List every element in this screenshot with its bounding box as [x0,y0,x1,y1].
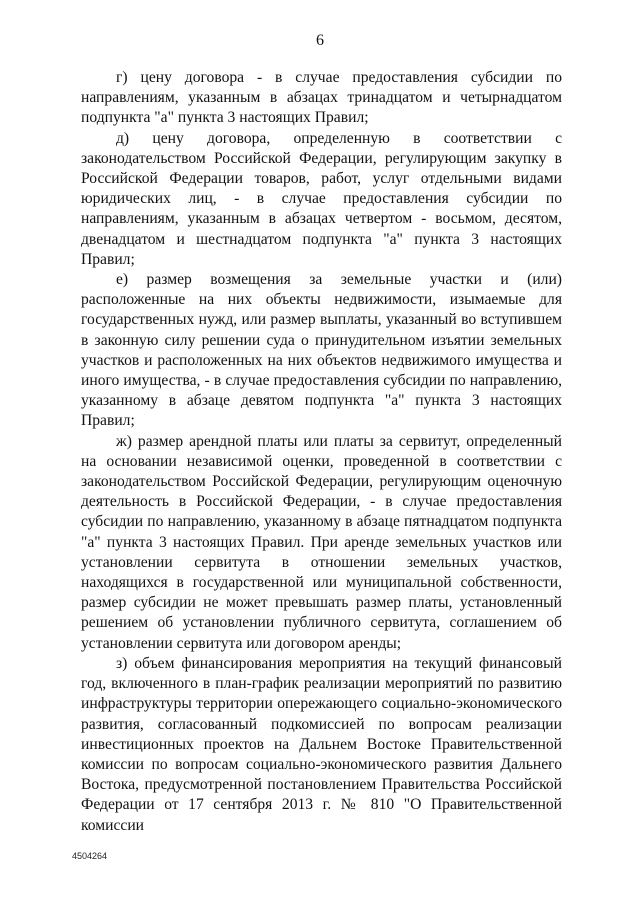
paragraph-zh: ж) размер арендной платы или платы за сервитут, определенный на основании независимой оценки, проведенной в соответствии с законодательством Российской Федерации, регулирующим оценочную деятельность в Российской Федерации, - в случае предоставления субсидии по направлению, указанному в абзаце пятнадцатом подпункта "а" пункта 3 настоящих Правил. При аренде земельных участков или установлении сервитута в отношении земельных участков, находящихся в государственной или муниципальной собственности, размер субсидии не может превышать размер платы, установленный решением об установлении публичного сервитута, соглашением об установлении сервитута или договором аренды; [81,432,562,652]
paragraph-g: г) цену договора - в случае предоставления субсидии по направлениям, указанным в абзацах тринадцатом и четырнадцатом подпункта "а" пункта 3 настоящих Правил; [81,69,562,127]
document-id: 4504264 [72,851,108,861]
paragraph-z: з) объем финансирования мероприятия на текущий финансовый год, включенного в план-график реализации мероприятий по развитию инфраструктуры территории опережающего социально-экономического развития, согласованный подкомиссией по вопросам реализации инвестиционных проектов на Дальнем Востоке Правительственной комиссии по вопросам социально-экономического развития Дальнего Востока, предусмотренной постановлением Правительства Российской Федерации от 17 сентября 2013 г. № 810 "О Правительственной комиссии [81,654,562,834]
page-number: 6 [316,32,324,49]
paragraph-d: д) цену договора, определенную в соответствии с законодательством Российской Федерации, регулирующим закупку в Российской Федерации товаров, работ, услуг отдельными видами юридических лиц, - в случае предоставления субсидии по направлениям, указанным в абзацах четвертом - восьмом, десятом, двенадцатом и шестнадцатом подпункта "а" пункта 3 настоящих Правил; [81,129,562,268]
paragraph-e: е) размер возмещения за земельные участки и (или) расположенные на них объекты недвижимости, изымаемые для государственных нужд, или размер выплаты, указанный во вступившем в законную силу решении суда о принудительном изъятии земельных участков и расположенных на них объектов недвижимого имущества и иного имущества, - в случае предоставления субсидии по направлению, указанному в абзаце девятом подпункта "а" пункта 3 настоящих Правил; [81,271,562,430]
document-body [81,68,562,836]
